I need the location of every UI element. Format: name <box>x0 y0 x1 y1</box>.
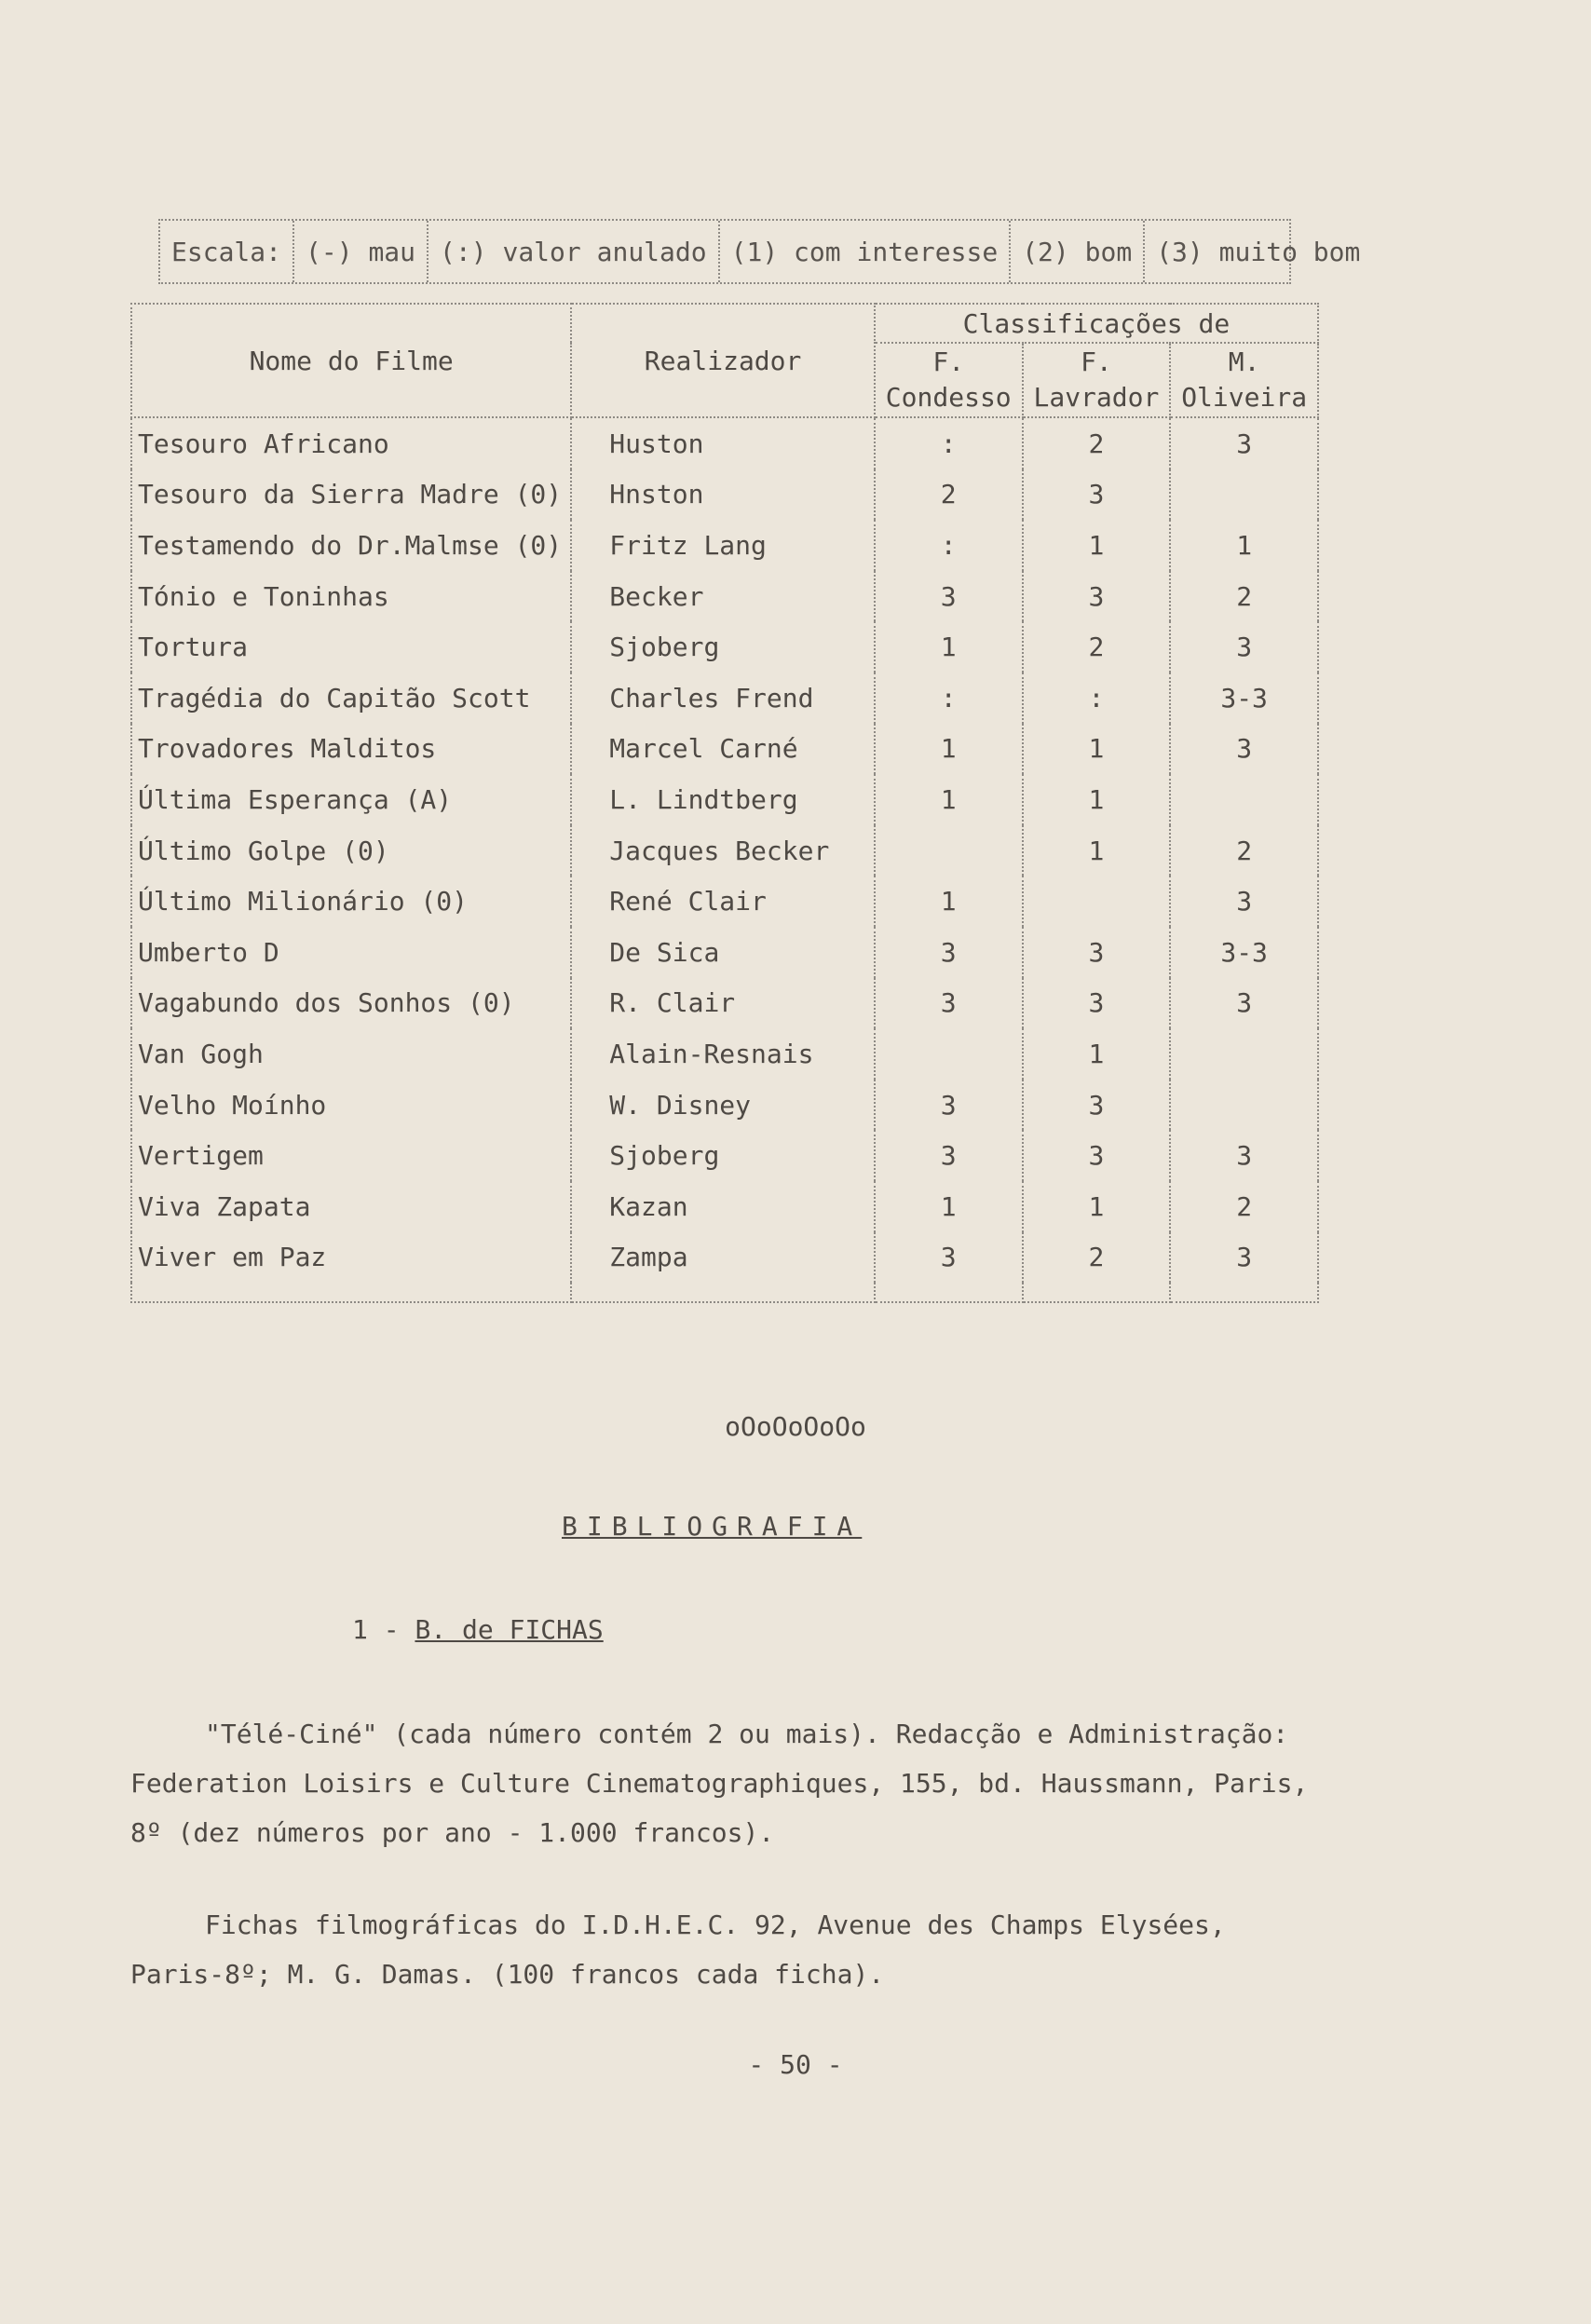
film-name-cell: Último Milionário (0) <box>131 876 571 927</box>
film-name-cell: Trovadores Malditos <box>131 724 571 775</box>
table-row <box>131 1232 1318 1284</box>
director-cell: Sjoberg <box>571 1130 875 1181</box>
rating-condesso-cell: 3 <box>875 1130 1023 1181</box>
paragraph-fichas: Fichas filmográficas do I.D.H.E.C. 92, Avenue des Champs Elysées, Paris-8º; M. G. Damas. (100 francos cada ficha). <box>130 1909 1226 1990</box>
table-row <box>131 520 1318 571</box>
rating-condesso-cell: 1 <box>875 724 1023 775</box>
rating-condesso-cell: 1 <box>875 876 1023 927</box>
director-cell: Fritz Lang <box>571 520 875 571</box>
table-row <box>131 571 1318 622</box>
rating-oliveira-cell: 3 <box>1170 1130 1318 1181</box>
table-row <box>131 621 1318 673</box>
paragraph-tele-cine: "Télé-Ciné" (cada número contém 2 ou mais). Redacção e Administração: Federation Loisirs e Culture Cinematographiques, 155, bd. Haussmann, Paris, 8º (dez números por ano - 1.000 francos). <box>130 1719 1309 1848</box>
rating-oliveira-cell: 2 <box>1170 825 1318 877</box>
director-cell: W. Disney <box>571 1080 875 1131</box>
film-name-cell: Último Golpe (0) <box>131 825 571 877</box>
rating-lavrador-cell: 3 <box>1023 1130 1171 1181</box>
scale-item-annulled: (:) valor anulado <box>428 221 720 282</box>
rating-lavrador-cell: 3 <box>1023 1080 1171 1131</box>
rating-condesso-cell: : <box>875 417 1023 469</box>
rating-lavrador-cell: 1 <box>1023 825 1171 877</box>
rating-lavrador-cell: 2 <box>1023 417 1171 469</box>
rating-lavrador-cell: 1 <box>1023 520 1171 571</box>
director-cell: Zampa <box>571 1232 875 1284</box>
rating-condesso-cell: 1 <box>875 621 1023 673</box>
film-name-cell: Última Esperança (A) <box>131 774 571 825</box>
film-name-cell: Tónio e Toninhas <box>131 571 571 622</box>
table-row <box>131 876 1318 927</box>
section-title-text: B. de FICHAS <box>415 1614 604 1645</box>
film-name-cell: Tesouro Africano <box>131 417 571 469</box>
scale-item-good: (2) bom <box>1011 221 1145 282</box>
director-cell: De Sica <box>571 927 875 978</box>
film-name-cell: Tortura <box>131 621 571 673</box>
film-name-cell: Vertigem <box>131 1130 571 1181</box>
table-row <box>131 673 1318 724</box>
rating-lavrador-cell: 1 <box>1023 1181 1171 1232</box>
rating-oliveira-cell <box>1170 469 1318 521</box>
rating-oliveira-cell: 3-3 <box>1170 673 1318 724</box>
page-number: - 50 - <box>748 2049 843 2080</box>
director-cell: Hnston <box>571 469 875 521</box>
film-name-cell: Testamendo do Dr.Malmse (0) <box>131 520 571 571</box>
table-row <box>131 1130 1318 1181</box>
table-row <box>131 1080 1318 1131</box>
rating-oliveira-cell: 3 <box>1170 1232 1318 1284</box>
rating-condesso-cell <box>875 1028 1023 1080</box>
film-name-cell: Velho Moínho <box>131 1080 571 1131</box>
director-cell: Kazan <box>571 1181 875 1232</box>
rating-lavrador-cell: 1 <box>1023 724 1171 775</box>
bibliography-title: BIBLIOGRAFIA <box>562 1511 863 1542</box>
rating-oliveira-cell: 3 <box>1170 417 1318 469</box>
rating-lavrador-cell: 1 <box>1023 1028 1171 1080</box>
scale-item-interesting: (1) com interesse <box>720 221 1012 282</box>
rating-oliveira-cell: 3 <box>1170 621 1318 673</box>
rating-condesso-cell: : <box>875 520 1023 571</box>
rating-condesso-cell: 3 <box>875 927 1023 978</box>
rating-oliveira-cell: 3 <box>1170 724 1318 775</box>
table-row <box>131 417 1318 469</box>
rating-condesso-cell: 3 <box>875 1080 1023 1131</box>
rating-oliveira-cell: 3 <box>1170 876 1318 927</box>
table-row <box>131 774 1318 825</box>
rating-oliveira-cell <box>1170 1080 1318 1131</box>
header-rater-lavrador: F. Lavrador <box>1023 343 1171 417</box>
director-cell: Jacques Becker <box>571 825 875 877</box>
rating-lavrador-cell: 3 <box>1023 571 1171 622</box>
spacer-cell <box>1023 1283 1171 1302</box>
scale-label: Escala: <box>160 221 294 282</box>
table-row <box>131 1028 1318 1080</box>
rating-condesso-cell: 3 <box>875 1232 1023 1284</box>
rating-condesso-cell: : <box>875 673 1023 724</box>
spacer-cell <box>875 1283 1023 1302</box>
director-cell: Marcel Carné <box>571 724 875 775</box>
rating-oliveira-cell: 3-3 <box>1170 927 1318 978</box>
rating-lavrador-cell: 1 <box>1023 774 1171 825</box>
rating-oliveira-cell: 2 <box>1170 1181 1318 1232</box>
rating-lavrador-cell: 2 <box>1023 1232 1171 1284</box>
film-name-cell: Umberto D <box>131 927 571 978</box>
rating-oliveira-cell: 1 <box>1170 520 1318 571</box>
spacer-cell <box>571 1283 875 1302</box>
rating-condesso-cell: 3 <box>875 978 1023 1029</box>
film-name-cell: Tesouro da Sierra Madre (0) <box>131 469 571 521</box>
spacer-cell <box>131 1283 571 1302</box>
director-cell: Alain-Resnais <box>571 1028 875 1080</box>
rating-condesso-cell: 1 <box>875 774 1023 825</box>
film-name-cell: Van Gogh <box>131 1028 571 1080</box>
table-row <box>131 825 1318 877</box>
table-row <box>131 724 1318 775</box>
scale-item-very-good: (3) muito bom <box>1156 236 1361 267</box>
table-row <box>131 469 1318 521</box>
director-cell: René Clair <box>571 876 875 927</box>
header-ratings-group: Classificações de <box>875 304 1318 343</box>
header-director: Realizador <box>571 304 875 417</box>
rating-lavrador-cell: 2 <box>1023 621 1171 673</box>
rating-condesso-cell: 2 <box>875 469 1023 521</box>
rating-lavrador-cell: 3 <box>1023 978 1171 1029</box>
rating-oliveira-cell: 2 <box>1170 571 1318 622</box>
section-divider: oOoOoOoOo <box>725 1411 866 1442</box>
scale-item-bad: (-) mau <box>294 221 428 282</box>
rating-condesso-cell: 1 <box>875 1181 1023 1232</box>
rating-oliveira-cell <box>1170 1028 1318 1080</box>
header-rater-condesso: F. Condesso <box>875 343 1023 417</box>
director-cell: Charles Frend <box>571 673 875 724</box>
film-name-cell: Viver em Paz <box>131 1232 571 1284</box>
rating-lavrador-cell: : <box>1023 673 1171 724</box>
film-name-cell: Tragédia do Capitão Scott <box>131 673 571 724</box>
header-film-name: Nome do Filme <box>131 304 571 417</box>
section-number: 1 - <box>352 1614 400 1645</box>
rating-lavrador-cell <box>1023 876 1171 927</box>
rating-condesso-cell: 3 <box>875 571 1023 622</box>
table-spacer-row <box>131 1283 1318 1302</box>
director-cell: L. Lindtberg <box>571 774 875 825</box>
rating-oliveira-cell <box>1170 774 1318 825</box>
film-name-cell: Viva Zapata <box>131 1181 571 1232</box>
spacer-cell <box>1170 1283 1318 1302</box>
header-rater-oliveira: M. Oliveira <box>1170 343 1318 417</box>
table-row <box>131 1181 1318 1232</box>
table-row <box>131 927 1318 978</box>
director-cell: Huston <box>571 417 875 469</box>
film-ratings-table <box>130 303 1319 1303</box>
table-row <box>131 978 1318 1029</box>
rating-lavrador-cell: 3 <box>1023 927 1171 978</box>
rating-lavrador-cell: 3 <box>1023 469 1171 521</box>
film-name-cell: Vagabundo dos Sonhos (0) <box>131 978 571 1029</box>
rating-condesso-cell <box>875 825 1023 877</box>
director-cell: Sjoberg <box>571 621 875 673</box>
director-cell: Becker <box>571 571 875 622</box>
rating-oliveira-cell: 3 <box>1170 978 1318 1029</box>
rating-scale-legend <box>158 219 1361 284</box>
director-cell: R. Clair <box>571 978 875 1029</box>
section-heading <box>352 1614 604 1645</box>
